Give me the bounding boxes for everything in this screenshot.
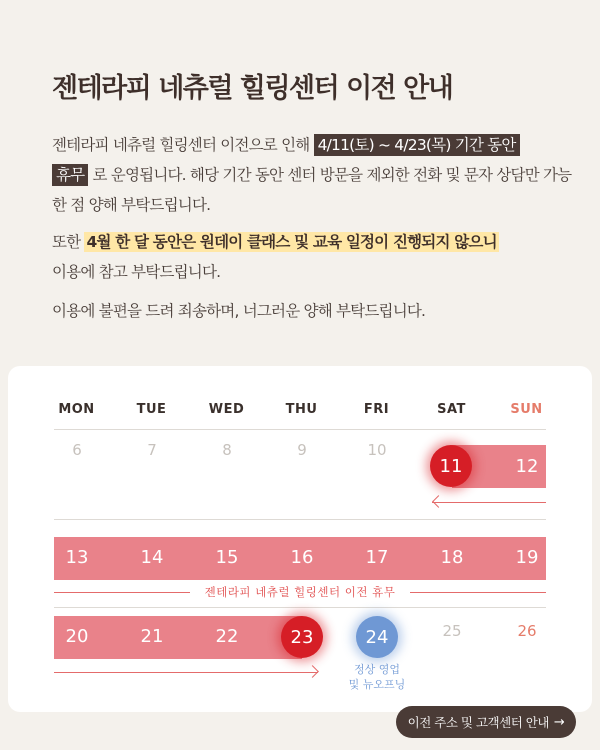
- weekday-sat: SAT: [437, 402, 466, 417]
- calendar-day: 14: [140, 547, 164, 568]
- weekday-wed: WED: [208, 402, 245, 417]
- calendar-day: 22: [215, 626, 239, 647]
- reopen-label: [339, 662, 415, 692]
- calendar-day: 18: [440, 547, 464, 568]
- weekday-fri: FRI: [363, 402, 390, 417]
- weekday-tue: TUE: [136, 402, 167, 417]
- calendar-divider: [54, 429, 546, 430]
- calendar-day: 13: [65, 547, 89, 568]
- arrow-right-icon: →: [553, 714, 565, 730]
- page-title: 젠테라피 네츄럴 힐링센터 이전 안내: [52, 73, 453, 104]
- calendar-day: 12: [515, 456, 539, 477]
- calendar-day: 9: [297, 441, 307, 459]
- calendar-day: 8: [222, 441, 232, 459]
- calendar-day: 20: [65, 626, 89, 647]
- notice-text: 로 운영됩니다. 해당 기간 동안 센터 방문을 제외한 전화 및 문자 상담만 가능한 점 양해 부탁드립니다.: [52, 166, 572, 214]
- day-number: 11: [439, 455, 463, 477]
- closure-arrow: [54, 672, 318, 673]
- calendar-day: 19: [515, 547, 539, 568]
- address-info-button-label: 이전 주소 및 고객센터 안내: [407, 715, 549, 730]
- notice-text: 이용에 참고 부탁드립니다.: [52, 263, 221, 281]
- closure-highlight: 휴무: [52, 164, 88, 186]
- closure-period-highlight: 4/11(토) ~ 4/23(목) 기간 동안: [314, 134, 520, 156]
- calendar-day: 25: [442, 622, 462, 640]
- calendar-divider: [54, 519, 546, 520]
- closure-start-day: [430, 445, 472, 487]
- calendar-day: 10: [367, 441, 387, 459]
- notice-paragraph-2: [52, 227, 572, 287]
- closure-end-day: [281, 616, 323, 658]
- weekday-mon: MON: [58, 402, 95, 417]
- notice-paragraph-1: [52, 130, 572, 220]
- day-number: 23: [290, 626, 314, 648]
- address-info-button[interactable]: [396, 706, 576, 738]
- closure-label: 젠테라피 네츄럴 힐링센터 이전 휴무: [190, 584, 410, 600]
- reopen-day: [356, 616, 398, 658]
- calendar-day: 6: [72, 441, 82, 459]
- calendar-divider: [54, 607, 546, 608]
- weekday-thu: THU: [285, 402, 318, 417]
- calendar-day: 16: [290, 547, 314, 568]
- calendar-day: 21: [140, 626, 164, 647]
- calendar-day: 15: [215, 547, 239, 568]
- day-number: 24: [365, 626, 389, 648]
- calendar-day: 7: [147, 441, 157, 459]
- reopen-label-line: 정상 영업: [353, 663, 400, 676]
- notice-paragraph-3: 이용에 불편을 드려 죄송하며, 너그러운 양해 부탁드립니다.: [52, 302, 426, 320]
- notice-text: 또한: [52, 233, 85, 251]
- class-cancel-highlight: 4월 한 달 동안은 원데이 클래스 및 교육 일정이 진행되지 않으니: [86, 233, 497, 251]
- calendar-day: 17: [365, 547, 389, 568]
- calendar-day-sunday: 26: [517, 622, 537, 640]
- reopen-label-line: 및 뉴오프닝: [348, 678, 406, 691]
- notice-text: 젠테라피 네츄럴 힐링센터 이전으로 인해: [52, 136, 314, 154]
- closure-arrow: [432, 502, 546, 503]
- weekday-sun: SUN: [510, 402, 543, 417]
